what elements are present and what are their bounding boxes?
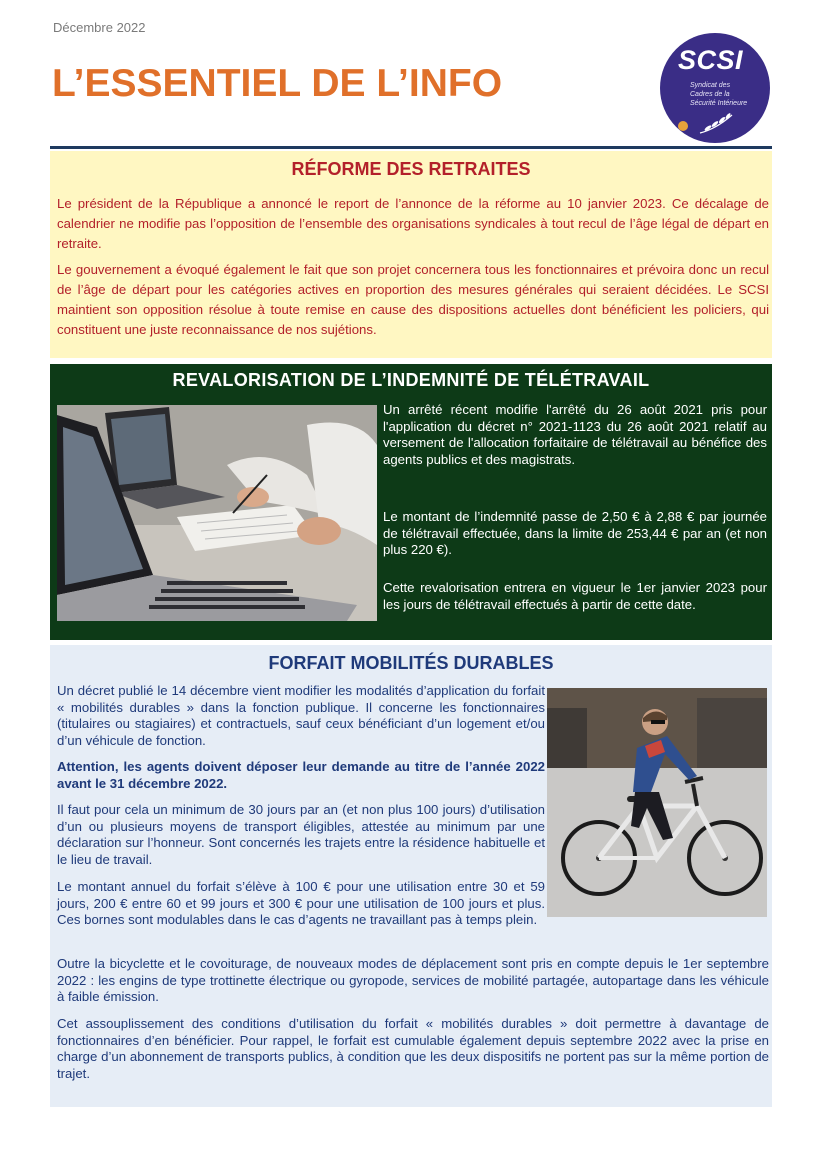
section-reforme-retraites	[50, 151, 772, 358]
teletravail-photo	[57, 405, 377, 621]
logo-badge-icon	[678, 121, 688, 131]
section-paragraph: Un arrêté récent modifie l'arrêté du 26 août 2021 pris pour l'application du décret n° 2021-1123 du 26 août 2021 relatif au versement de l'allocation forfaitaire de télétravail au bénéfice des agents publics et des magistrats.	[383, 402, 767, 467]
header-divider	[50, 146, 772, 149]
section-paragraph: Cette revalorisation entrera en vigueur le 1er janvier 2023 pour les jours de télétravail effectués à partir de cette date.	[383, 580, 767, 612]
section-title: RÉFORME DES RETRAITES	[291, 159, 531, 179]
laurel-icon	[698, 111, 738, 135]
logo-name: SCSI	[678, 45, 744, 75]
section-title: FORFAIT MOBILITÉS DURABLES	[268, 653, 554, 673]
section-forfait-mobilites	[50, 645, 772, 1107]
section-paragraph: Le président de la République a annoncé le report de l’annonce de la réforme au 10 janvier 2023. Ce décalage de calendrier ne modifie pas l’opposition de l’ensemble des organisations syndicales à tout recul de l’âge légal de départ en retraite.	[57, 196, 769, 251]
section-paragraph: Un décret publié le 14 décembre vient modifier les modalités d’application du forfait « mobilités durables » dans la fonction publique. Il concerne les fonctionnaires (titulaires ou stagiaires) et contractuels, sauf ceux bénéficiant d’un logement et/ou d’un véhicule de fonction.	[57, 683, 545, 748]
section-indemnite-teletravail	[50, 364, 772, 640]
cyclist-illustration	[547, 688, 767, 917]
section-paragraph: Le gouvernement a évoqué également le fait que son projet concernera tous les fonctionnaires et prévoira donc un recul de l’âge de départ pour les catégories actives en proportion des mesures générales qui seraient décidées. Le SCSI maintient son opposition résolue à toute remise en cause des dispositions actuelles dont bénéficient les policiers, qui constituent une juste reconnaissance de nos sujétions.	[57, 262, 769, 337]
laptop-desk-illustration	[57, 405, 377, 621]
section-paragraph: Le montant de l’indemnité passe de 2,50 € à 2,88 € par journée de télétravail effectuée, dans la limite de 253,44 € par an (et non plus 220 €).	[383, 509, 767, 557]
newsletter-title: L’ESSENTIEL DE L’INFO	[52, 62, 503, 105]
section-title: REVALORISATION DE L’INDEMNITÉ DE TÉLÉTRAVAIL	[172, 370, 650, 390]
logo-subtitle: Syndicat des Cadres de la Sécurité Intérieure	[690, 82, 748, 107]
section-paragraph: Outre la bicyclette et le covoiturage, de nouveaux modes de déplacement sont pris en compte depuis le 1er septembre 2022 : les engins de type trottinette électrique ou gyropode, services de mobilité partagée, autopartage dans les véhicule à faible émission.	[57, 956, 769, 1004]
cyclist-photo	[547, 688, 767, 917]
section-paragraph: Cet assouplissement des conditions d’utilisation du forfait « mobilités durables » doit permettre à davantage de fonctionnaires d’en bénéficier. Pour rappel, le forfait est cumulable également depuis septembre 2022 avec la prise en charge d’un abonnement de transports publics, à condition que les deux dispositifs ne portent pas sur la même portion de trajet.	[57, 1016, 769, 1081]
issue-date: Décembre 2022	[53, 20, 146, 35]
section-paragraph: Il faut pour cela un minimum de 30 jours par an (et non plus 100 jours) d’utilisation d’un ou plusieurs moyens de transport éligibles, attestée au minimum par une déclaration sur l’honneur. Sont concernés les trajets entre la résidence habituelle et le lieu de travail.	[57, 802, 545, 867]
scsi-logo	[660, 33, 770, 143]
section-paragraph-emphasis: Attention, les agents doivent déposer leur demande au titre de l’année 2022 avant le 31 décembre 2022.	[57, 759, 545, 791]
section-paragraph: Le montant annuel du forfait s’élève à 100 € pour une utilisation entre 30 et 59 jours, 200 € entre 60 et 99 jours et 300 € pour une utilisation de 100 jours et plus. Ces bornes sont modulables dans le cas d’agents ne travaillant pas à temps plein.	[57, 879, 545, 927]
